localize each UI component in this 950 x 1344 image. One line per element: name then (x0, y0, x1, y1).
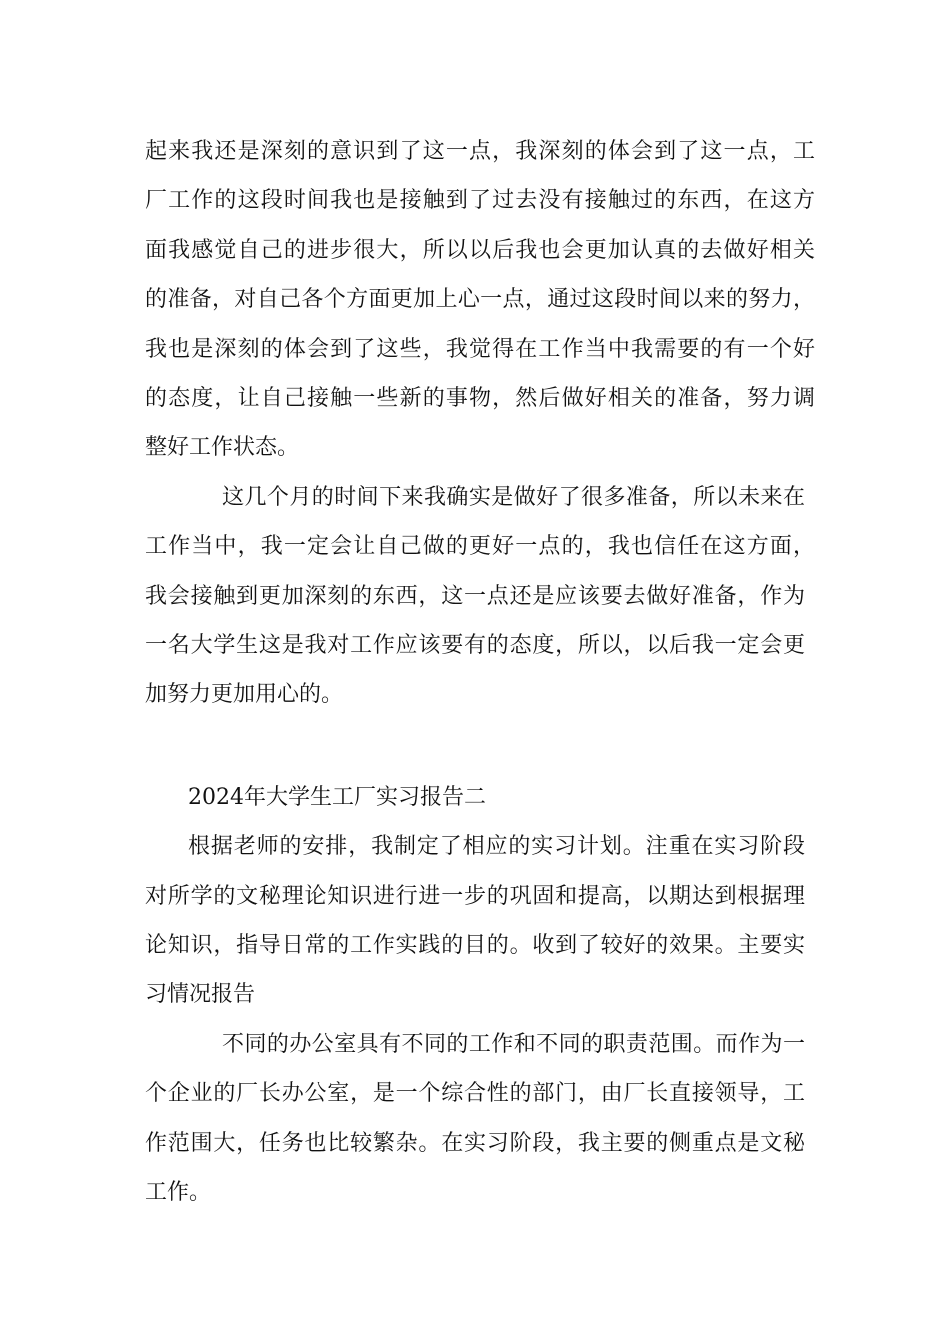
paragraph-1-line: 整好工作状态。 (145, 435, 300, 460)
paragraph-1-line: 的准备，对自己各个方面更加上心一点，通过这段时间以来的努力， (145, 287, 815, 312)
paragraph-1-line: 面我感觉自己的进步很大，所以以后我也会更加认真的去做好相关 (145, 238, 815, 263)
section-title: 2024年大学生工厂实习报告二 (188, 785, 486, 810)
paragraph-4-line: 工作。 (145, 1180, 212, 1205)
paragraph-1-line: 我也是深刻的体会到了这些，我觉得在工作当中我需要的有一个好 (145, 337, 815, 362)
paragraph-3-line: 根据老师的安排，我制定了相应的实习计划。注重在实习阶段 (188, 834, 805, 859)
paragraph-2-line: 工作当中，我一定会让自己做的更好一点的，我也信任在这方面， (145, 534, 815, 559)
paragraph-3-line: 习情况报告 (145, 982, 256, 1007)
paragraph-1-line: 的态度，让自己接触一些新的事物，然后做好相关的准备，努力调 (145, 386, 815, 411)
paragraph-3-line: 对所学的文秘理论知识进行进一步的巩固和提高，以期达到根据理 (145, 884, 805, 909)
paragraph-2-line: 我会接触到更加深刻的东西，这一点还是应该要去做好准备，作为 (145, 584, 805, 609)
paragraph-1-line: 起来我还是深刻的意识到了这一点，我深刻的体会到了这一点，工 (145, 139, 815, 164)
paragraph-1-line: 厂工作的这段时间我也是接触到了过去没有接触过的东西，在这方 (145, 188, 815, 213)
paragraph-4-line: 作范围大，任务也比较繁杂。在实习阶段，我主要的侧重点是文秘 (145, 1131, 805, 1156)
paragraph-2-line: 加努力更加用心的。 (145, 682, 344, 707)
paragraph-3-line: 论知识，指导日常的工作实践的目的。收到了较好的效果。主要实 (145, 933, 805, 958)
paragraph-2-line: 这几个月的时间下来我确实是做好了很多准备，所以未来在 (222, 485, 805, 510)
paragraph-2-line: 一名大学生这是我对工作应该要有的态度，所以，以后我一定会更 (145, 633, 805, 658)
paragraph-4-line: 个企业的厂长办公室，是一个综合性的部门，由厂长直接领导，工 (145, 1081, 805, 1106)
paragraph-4-line: 不同的办公室具有不同的工作和不同的职责范围。而作为一 (222, 1032, 805, 1057)
